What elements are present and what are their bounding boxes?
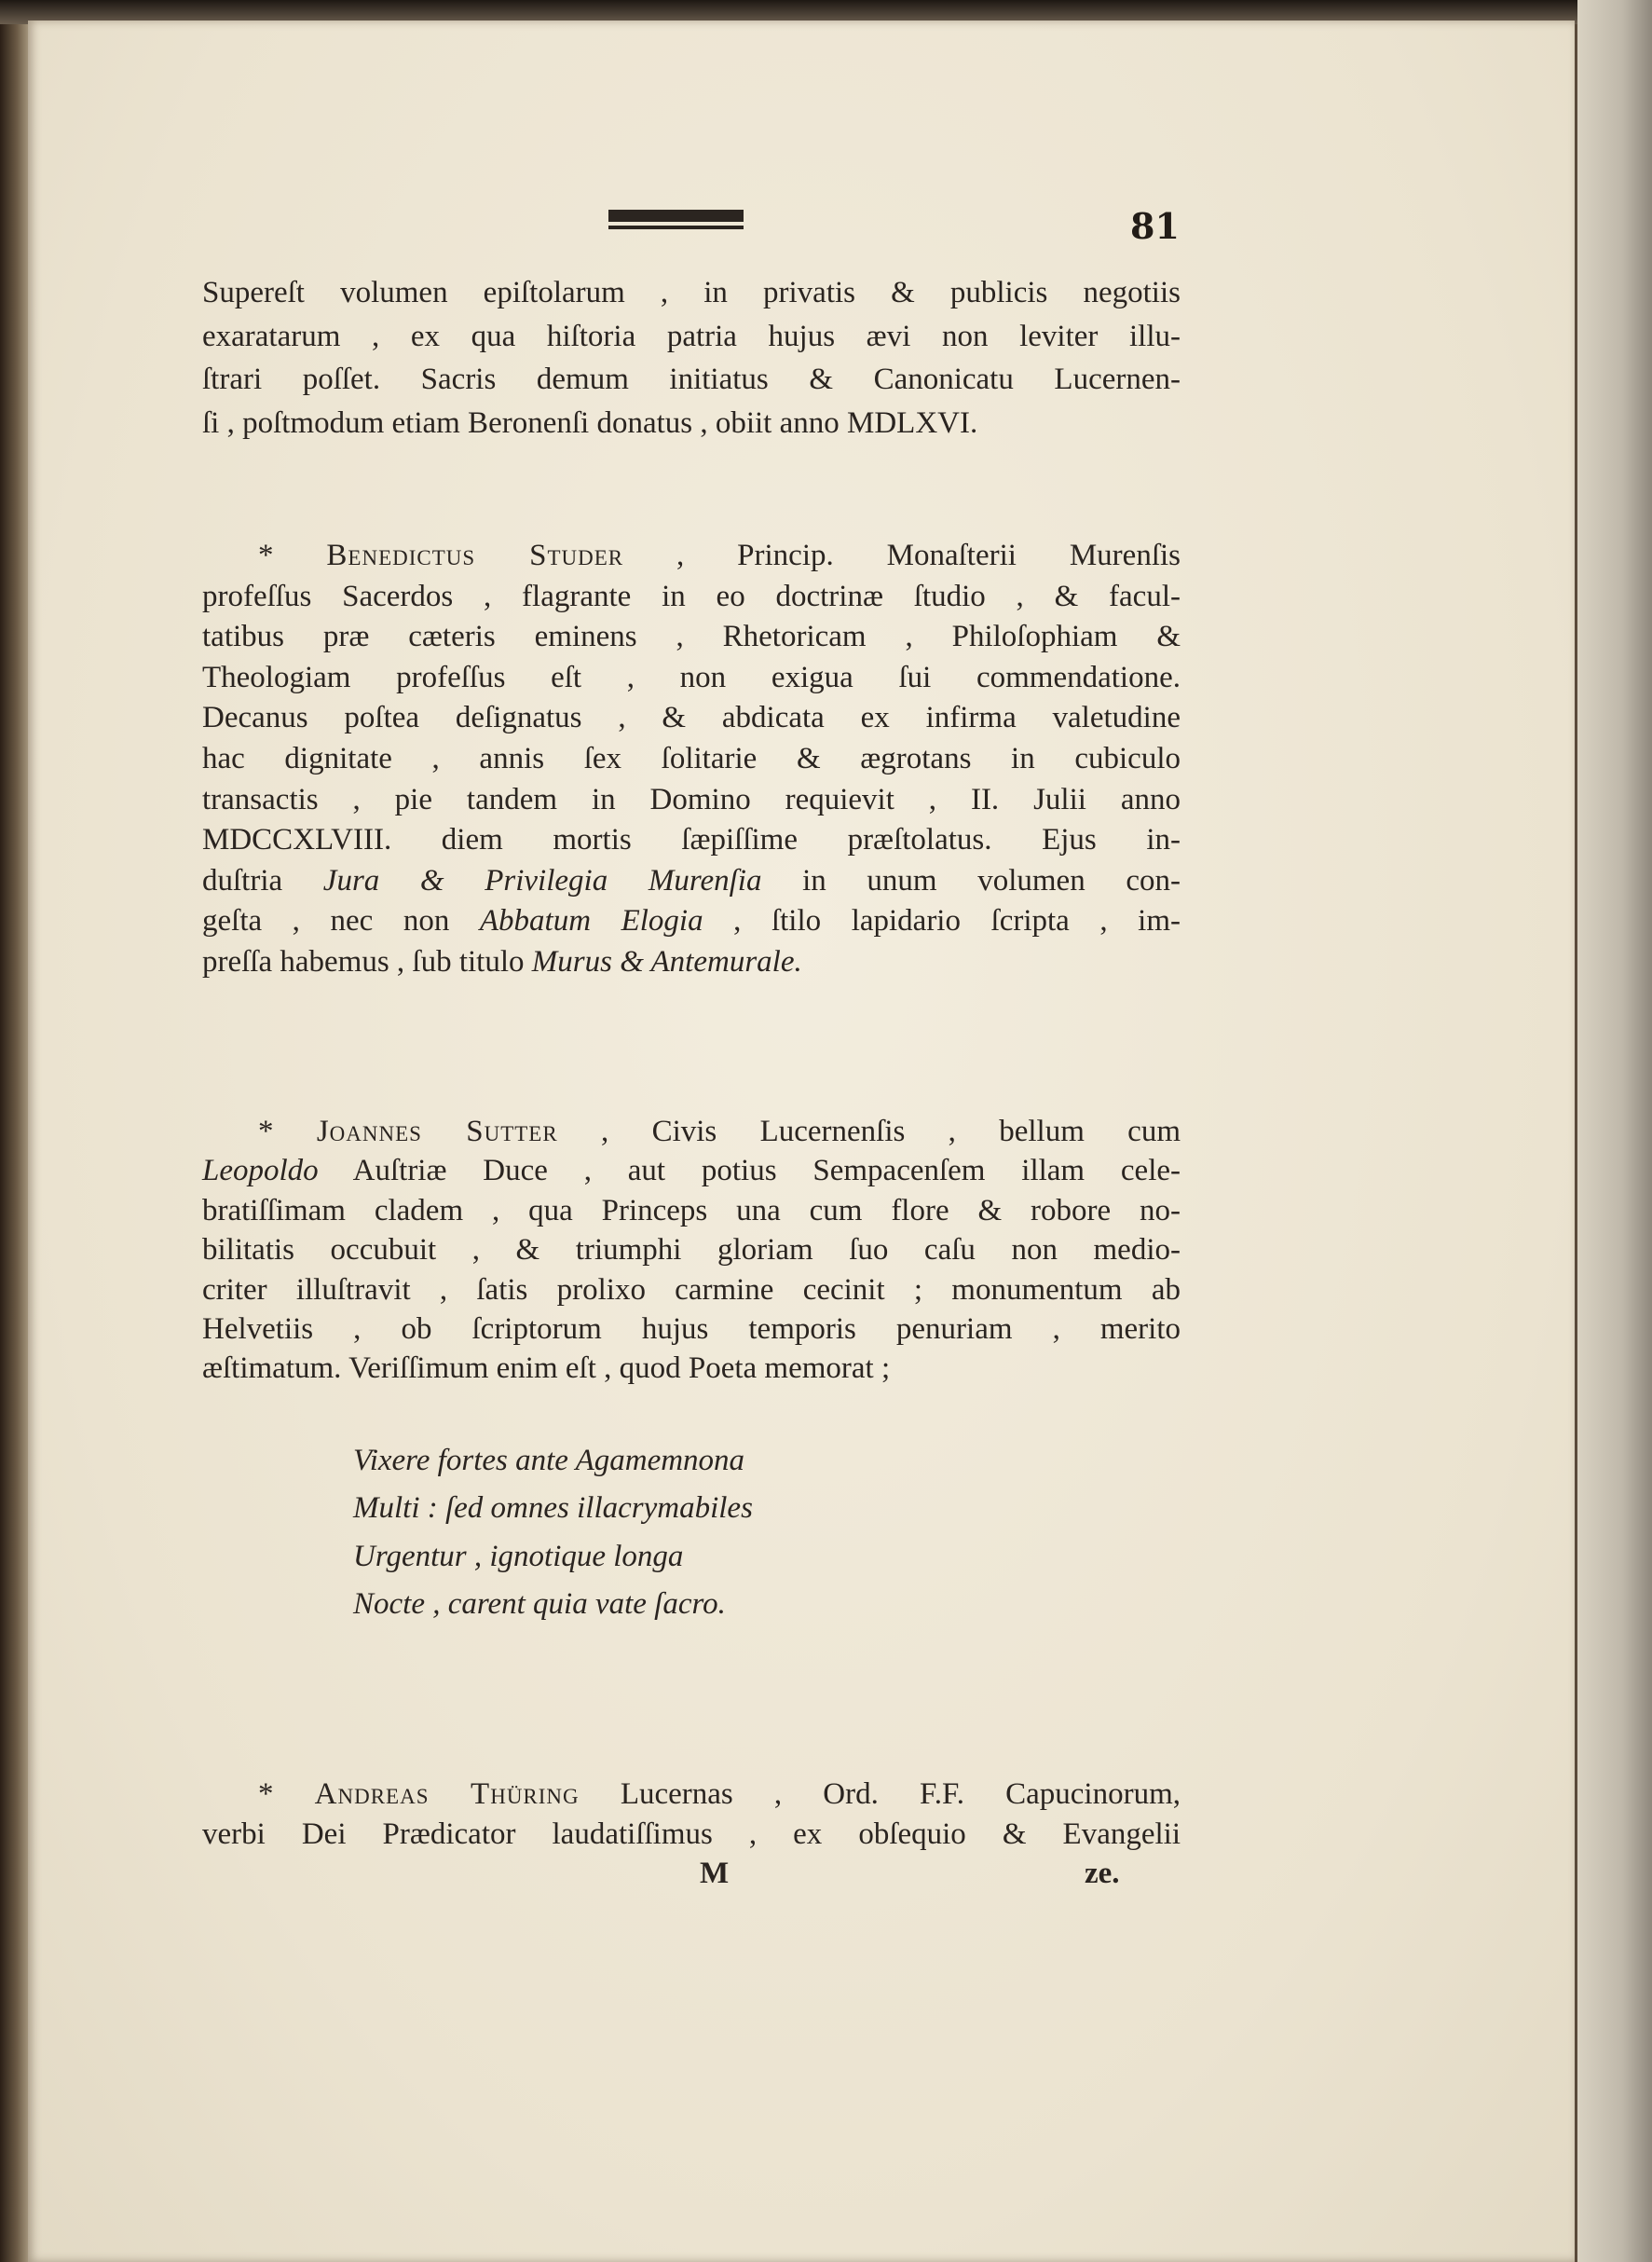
author-name: Joannes Sutter: [316, 1115, 558, 1148]
text-segment: MDCCXLVIII. diem mortis ſæpiſſime præſtolatus. Ejus in-: [202, 823, 1181, 857]
text-segment: preſſa habemus , ſub titulo: [202, 945, 532, 979]
text-segment: hac dignitate , annis ſex ſolitarie & ægrotans in cubiculo: [202, 742, 1181, 775]
text-line: [202, 618, 1181, 655]
signature-mark: M: [700, 1857, 730, 1890]
text-segment: profeſſus Sacerdos , flagrante in eo doctrinæ ſtudio , & facul-: [202, 579, 1181, 613]
text-line: [202, 902, 1181, 939]
text-segment: bratiſſimam cladem , qua Princeps una cum flore & robore no-: [202, 1193, 1181, 1227]
italic-title: Leopoldo: [202, 1154, 319, 1188]
text-line: [202, 659, 1181, 696]
text-segment: tatibus præ cæteris eminens , Rhetoricam , Philoſophiam &: [202, 620, 1181, 654]
verse-line: Vixere fortes ante Agamemnona: [353, 1444, 745, 1477]
text-segment: ſi , poſtmodum etiam Beronenſi donatus , obiit anno MDLXVI.: [202, 405, 978, 440]
text-line: [202, 361, 1181, 398]
text-segment: exaratarum , ex qua hiſtoria patria hujus ævi non leviter illu-: [202, 319, 1181, 353]
text-line: [202, 943, 1181, 980]
headpiece-ornament: [608, 210, 744, 233]
text-segment: , Princip. Monaſterii Murenſis: [623, 539, 1181, 572]
text-line: [202, 578, 1181, 615]
text-line: [202, 1816, 1181, 1853]
text-line: [202, 1271, 1181, 1309]
text-segment: duſtria: [202, 863, 323, 898]
text-line: [202, 1152, 1181, 1189]
italic-title: Jura & Privilegia Murenſia: [322, 863, 762, 898]
text-segment: , ſtilo lapidario ſcripta , im-: [703, 904, 1181, 939]
italic-title: Murus & Antemurale.: [531, 945, 802, 979]
catchword: ze.: [1085, 1857, 1120, 1890]
verse-line: Urgentur , ignotique longa: [353, 1540, 684, 1573]
text-segment: criter illuſtravit , ſatis prolixo carmine cecinit ; monumentum ab: [202, 1272, 1181, 1307]
book-page: [28, 21, 1575, 2262]
italic-title: Abbatum Elogia: [479, 904, 703, 939]
text-segment: Supereſt volumen epiſtolarum , in privatis & publicis negotiis: [202, 276, 1181, 309]
text-line: [202, 862, 1181, 899]
verse-line: Nocte , carent quia vate ſacro.: [353, 1587, 726, 1621]
text-segment: transactis , pie tandem in Domino requievit , II. Julii anno: [202, 782, 1181, 816]
text-line: [202, 1231, 1181, 1268]
text-segment: *: [258, 539, 327, 572]
text-line: [202, 699, 1181, 736]
text-line: [202, 274, 1181, 311]
text-line: [202, 404, 1181, 442]
text-segment: , Civis Lucernenſis , bellum cum: [557, 1115, 1181, 1148]
text-segment: in unum volumen con-: [761, 863, 1181, 898]
text-segment: æſtimatum. Veriſſimum enim eſt , quod Poeta memorat ;: [202, 1351, 891, 1386]
text-line: [202, 1113, 1181, 1150]
text-line: [202, 1310, 1181, 1348]
text-segment: geſta , nec non: [202, 904, 480, 939]
text-line: [202, 318, 1181, 355]
text-segment: Helvetiis , ob ſcriptorum hujus temporis penuriam , merito: [202, 1312, 1181, 1346]
text-line: [202, 1775, 1181, 1813]
page-number: 81: [1130, 205, 1180, 247]
text-line: [202, 781, 1181, 818]
text-line: [202, 1192, 1181, 1229]
text-segment: verbi Dei Prædicator laudatiſſimus , ex obſequio & Evangelii: [202, 1817, 1181, 1851]
text-segment: Auſtriæ Duce , aut potius Sempacenſem illam cele-: [318, 1154, 1181, 1188]
text-segment: *: [258, 1777, 315, 1811]
text-line: [202, 1350, 1181, 1387]
text-line: [202, 740, 1181, 777]
author-name: Andreas Thüring: [314, 1777, 580, 1811]
text-line: [202, 537, 1181, 574]
text-segment: ſtrari poſſet. Sacris demum initiatus & Canonicatu Lucernen-: [202, 363, 1181, 396]
text-segment: Theologiam profeſſus eſt , non exigua ſui commendatione.: [202, 660, 1181, 694]
verse-line: Multi : ſed omnes illacrymabiles: [353, 1491, 753, 1525]
text-segment: Lucernas , Ord. F.F. Capucinorum,: [579, 1777, 1181, 1811]
text-line: [202, 821, 1181, 858]
author-name: Benedictus Studer: [326, 539, 624, 572]
text-segment: bilitatis occubuit , & triumphi gloriam ſuo caſu non medio-: [202, 1233, 1181, 1268]
text-segment: *: [258, 1115, 317, 1148]
page-stack-edge: [1577, 0, 1652, 2262]
text-segment: Decanus poſtea deſignatus , & abdicata ex infirma valetudine: [202, 701, 1181, 735]
